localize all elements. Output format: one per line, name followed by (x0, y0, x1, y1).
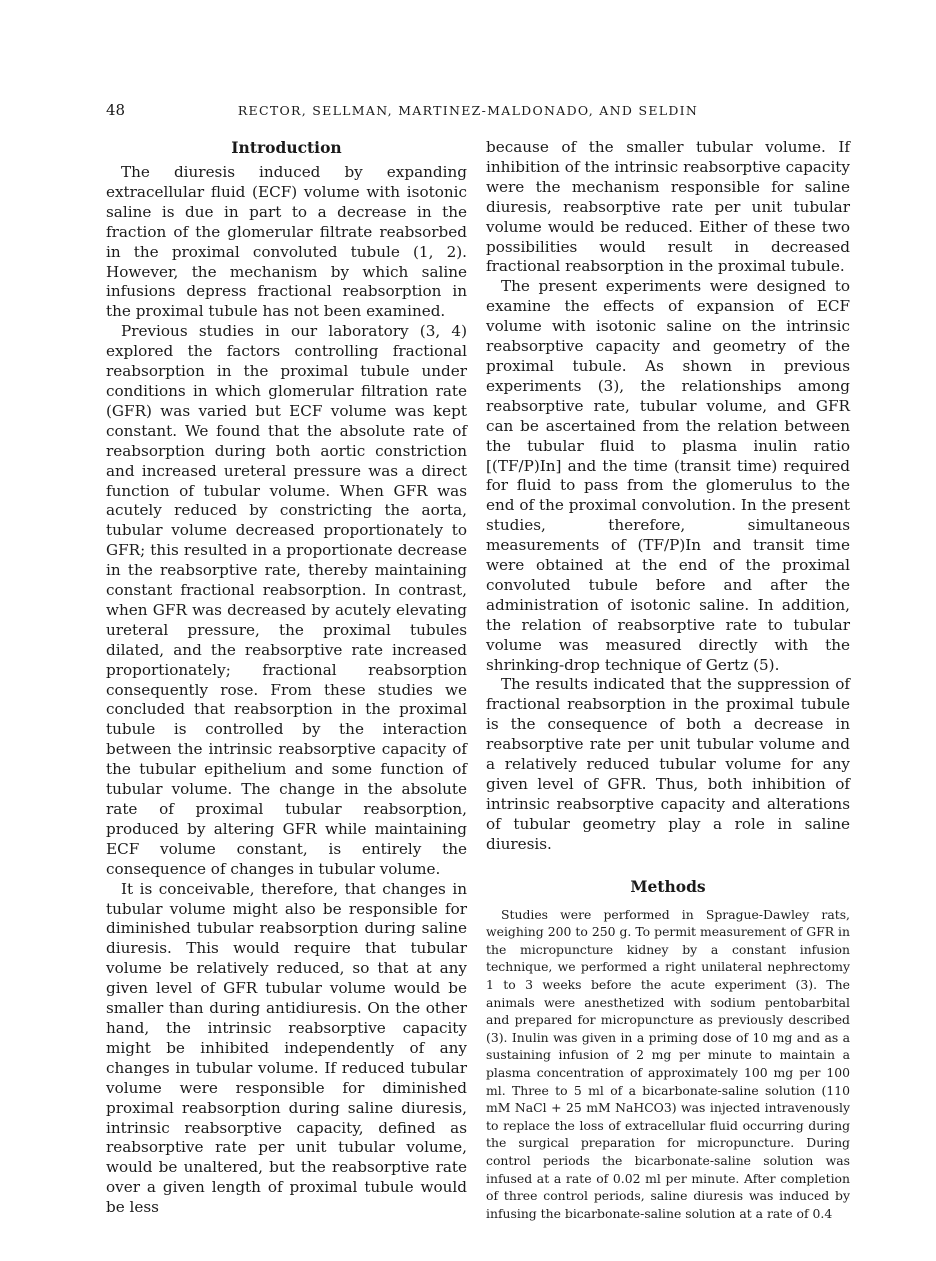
page-number: 48 (106, 101, 126, 119)
right-column (486, 138, 850, 1222)
intro-paragraph-3: It is conceivable, therefore, that changes in tubular volume might also be responsible for diminished tubular reabsorption during saline diuresis. This would require that tubular volume be relatively reduced, so that at any given level of GFR tubular volume would be smaller than during antidiuresis. On the other hand, the intrinsic reabsorptive capacity might be inhibited independently of any changes in tubular volume. If reduced tubular volume were responsible for diminished proximal reabsorption during saline diuresis, intrinsic reabsorptive capacity, defined as reabsorptive rate per unit tubular volume, would be unaltered, but the reabsorptive rate over a given length of proximal tubule would be less (106, 879, 467, 1217)
running-header (0, 101, 936, 125)
intro-paragraph-1: The diuresis induced by expanding extracellular fluid (ECF) volume with isotonic saline is due in part to a decrease in the fraction of the glomerular filtrate reabsorbed in the proximal convoluted tubule (1, 2). However, the mechanism by which saline infusions depress fractional reabsorption in the proximal tubule has not been examined. (106, 163, 467, 321)
running-title: RECTOR, SELLMAN, MARTINEZ-MALDONADO, AND SELDIN (237, 103, 699, 118)
intro-paragraph-3-continued: because of the smaller tubular volume. If inhibition of the intrinsic reabsorptive capacity were the mechanism responsible for saline diuresis, reabsorptive rate per unit tubular volume would be reduced. Either of these two possibilities would result in decreased fractional reabsorption in the proximal tubule. (486, 138, 850, 276)
intro-paragraph-2: Previous studies in our laboratory (3, 4) explored the factors controlling fractional reabsorption in the proximal tubule under conditions in which glomerular filtration rate (GFR) was varied but ECF volume was kept constant. We found that the absolute rate of reabsorption during both aortic constriction and increased ureteral pressure was a direct function of tubular volume. When GFR was acutely reduced by constricting the aorta, tubular volume decreased proportionately to GFR; this resulted in a proportionate decrease in the reabsorptive rate, thereby maintaining constant fractional reabsorption. In contrast, when GFR was decreased by acutely elevating ureteral pressure, the proximal tubules dilated, and the reabsorptive rate increased proportionately; fractional reabsorption consequently rose. From these studies we concluded that reabsorption in the proximal tubule is controlled by the interaction between the intrinsic reabsorptive capacity of the tubular epithelium and some function of tubular volume. The change in the absolute rate of proximal tubular reabsorption, produced by altering GFR while maintaining ECF volume constant, is entirely the consequence of changes in tubular volume. (106, 322, 467, 878)
methods-heading: Methods (630, 876, 706, 896)
intro-paragraph-4: The present experiments were designed to examine the effects of expansion of ECF volume with isotonic saline on the intrinsic reabsorptive capacity and geometry of the proximal tubule. As shown in previous experiments (3), the relationships among reabsorptive rate, tubular volume, and GFR can be ascertained from the relation between the tubular fluid to plasma inulin ratio [(TF/P)In] and the time (transit time) required for fluid to pass from the glomerulus to the end of the proximal convolution. In the present studies, therefore, simultaneous measurements of (TF/P)In and transit time were obtained at the end of the proximal convoluted tubule before and after the administration of isotonic saline. In addition, the relation of reabsorptive rate to tubular volume was measured directly with the shrinking-drop technique of Gertz (5). (486, 277, 850, 674)
left-column (106, 138, 467, 1218)
methods-paragraph: Studies were performed in Sprague-Dawley rats, weighing 200 to 250 g. To permit measurement of GFR in the micropuncture kidney by a constant infusion technique, we performed a right unilateral nephrectomy 1 to 3 weeks before the acute experiment (3). The animals were anesthetized with sodium pentobarbital and prepared for micropuncture as previously described (3). Inulin was given in a priming dose of 10 mg and as a sustaining infusion of 2 mg per minute to maintain a plasma concentration of approximately 100 mg per 100 ml. Three to 5 ml of a bicarbonate-saline solution (110 mM NaCl + 25 mM NaHCO3) was injected intravenously to replace the loss of extracellular fluid occurring during the surgical preparation for micropuncture. During control periods the bicarbonate-saline solution was infused at a rate of 0.02 ml per minute. After completion of three control periods, saline diuresis was induced by infusing the bicarbonate-saline solution at a rate of 0.4 (486, 906, 850, 1221)
introduction-heading: Introduction (231, 138, 342, 157)
intro-paragraph-5: The results indicated that the suppression of fractional reabsorption in the proximal tubule is the consequence of both a decrease in reabsorptive rate per unit tubular volume and a relatively reduced tubular volume for any given level of GFR. Thus, both inhibition of intrinsic reabsorptive capacity and alterations of tubular geometry play a role in saline diuresis. (486, 675, 850, 853)
